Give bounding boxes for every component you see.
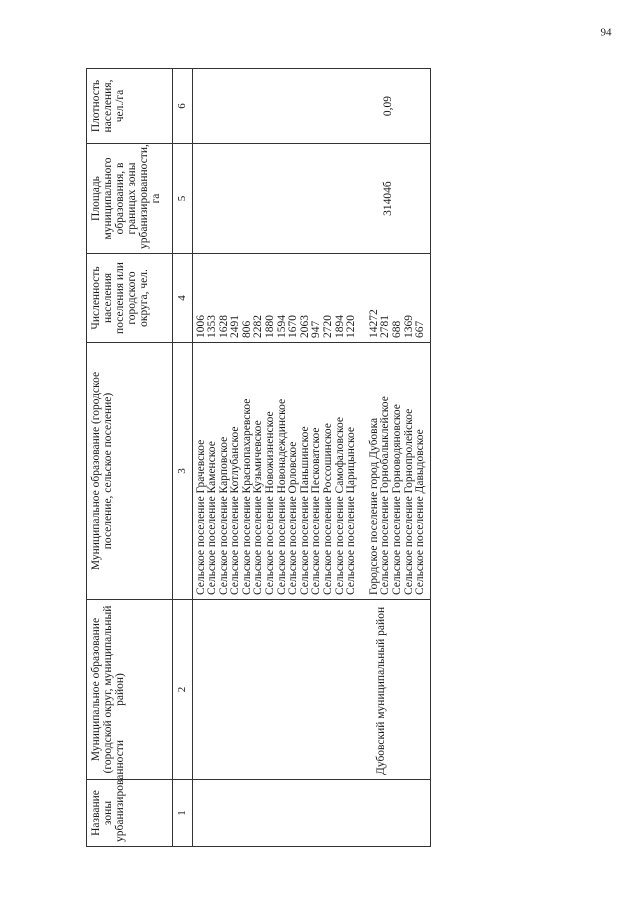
list-item: Городское поселение город Дубовка: [367, 417, 380, 595]
list-item: Сельское поселение Паньшинское: [298, 426, 311, 595]
population-value: 2720: [322, 315, 335, 338]
population-value: 1628: [217, 315, 230, 338]
column-number: 3: [173, 343, 193, 600]
column-number: 4: [173, 254, 193, 343]
settlement-cell: [192, 343, 430, 600]
population-value: 947: [310, 320, 323, 338]
area-cell: [192, 144, 430, 254]
population-value: 667: [414, 320, 427, 338]
header-row: [87, 69, 173, 847]
header-municipality: Муниципальное образование (городской округ, муниципальный район): [87, 600, 173, 780]
list-item: Сельское поселение Новожизненское: [264, 411, 277, 595]
population-value: 1594: [275, 315, 288, 338]
population-value: 1894: [333, 315, 346, 338]
population-value: 1369: [402, 315, 415, 338]
list-item: Сельское поселение Царицынское: [345, 427, 358, 595]
list-item: Сельское поселение Песковатское: [310, 427, 323, 595]
zone-name-cell: [192, 780, 430, 847]
list-item: Сельское поселение Каменское: [206, 441, 219, 595]
population-value: 2491: [229, 315, 242, 338]
table-body-row: [192, 69, 430, 847]
urbanization-table: [86, 68, 431, 847]
spacer: [196, 148, 383, 249]
list-item: Сельское поселение Россошинское: [322, 423, 335, 595]
list-item: Сельское поселение Краснопахаревское: [240, 398, 253, 595]
list-item: Сельское поселение Карповское: [217, 436, 230, 595]
population-value: 2282: [252, 315, 265, 338]
population-value: 688: [391, 320, 403, 338]
column-number: 1: [173, 780, 193, 847]
population-value: 1880: [264, 315, 277, 338]
column-number-row: [173, 69, 193, 847]
list-item: Сельское поселение Горнобалыклейское: [379, 396, 392, 595]
list-item: Сельское поселение Орловское: [287, 441, 300, 595]
population-value: 2781: [379, 315, 392, 338]
list-item: Сельское поселение Новонадеждинское: [275, 398, 288, 595]
density-value: 0,09: [381, 95, 394, 117]
list-item: Сельское поселение Кузьмичевское: [252, 420, 265, 595]
header-area: Площадь муниципального образования, в границах зоны урбанизированности, га: [87, 144, 173, 254]
list-item: Сельское поселение Грачевское: [194, 439, 207, 595]
population-cell: [192, 254, 430, 343]
page-number: 94: [600, 26, 612, 39]
district-name: Дубовский муниципальный район: [374, 606, 387, 775]
area-value: 31404б: [381, 181, 394, 216]
header-settlement: Муниципальное образование (городское поселение, сельское поселение): [87, 343, 173, 600]
column-number: 5: [173, 144, 193, 254]
population-value: 14272: [367, 309, 380, 338]
column-number: 6: [173, 69, 193, 144]
header-population: Численность населения поселения или городского округа, чел.: [87, 254, 173, 343]
population-value: 1006: [194, 315, 207, 338]
header-density: Плотность населения, чел./га: [87, 69, 173, 144]
spacer: [196, 73, 383, 139]
column-number: 2: [173, 600, 193, 780]
list-item: Сельское поселение Горнопролейское: [402, 408, 415, 595]
population-value: 806: [240, 320, 253, 338]
population-value: 1353: [206, 315, 219, 338]
list-item: Сельское поселение Котлубанское: [229, 426, 242, 595]
population-value: 2063: [298, 315, 311, 338]
population-value: 1670: [287, 315, 300, 338]
list-item: Сельское поселение Самофаловское: [333, 417, 346, 595]
density-cell: [192, 69, 430, 144]
list-item: Сельское поселение Горноводяновское: [391, 404, 403, 595]
list-item: Сельское поселение Давыдовское: [414, 429, 427, 595]
population-value: 1220: [345, 315, 358, 338]
header-zone-name: Название зоны урбанизированности: [87, 780, 173, 847]
spacer: [196, 604, 376, 775]
municipality-cell: [192, 600, 430, 780]
